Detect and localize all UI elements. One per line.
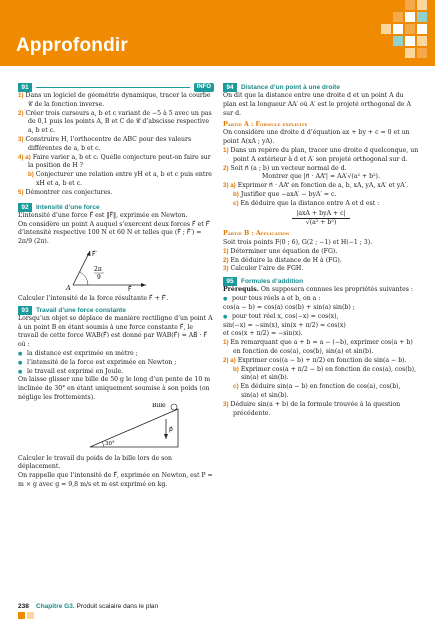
formula-numerator: |axA + byA + c| bbox=[292, 210, 349, 220]
question-text: Construire H, l’orthocentre de ABC pour des valeurs différentes de a, b et c. bbox=[25, 135, 192, 152]
vector-label: p⃗ bbox=[169, 425, 173, 433]
decorative-squares bbox=[345, 0, 435, 66]
list-item: ● pour tous réels a et b, on a : bbox=[223, 295, 419, 304]
page-footer bbox=[0, 600, 435, 619]
question-text: Soit n⃗ (a ; b) un vecteur normal de d. bbox=[230, 164, 347, 172]
question-text: En déduire la distance de H à (FG). bbox=[230, 256, 342, 264]
question-text: Démontrer ces conjectures. bbox=[25, 188, 113, 196]
list-item: ● le travail est exprimé en Joule. bbox=[18, 368, 214, 377]
exercise-number: 92 bbox=[18, 203, 32, 212]
footer-square bbox=[18, 612, 25, 619]
page-title: Approfondir bbox=[16, 35, 128, 56]
paragraph: On considère un point A auquel s’exercent deux forces F⃗ et F⃗′ d’intensité respective 100 N et 60 N et telles que (F⃗ ; F⃗′) = 2π/9 (2π). bbox=[18, 220, 211, 246]
exercise-number: 94 bbox=[223, 83, 237, 92]
question-text: Exprimer cos(a + π/2 − b) en fonction de cos(a), cos(b), sin(a) et sin(b). bbox=[240, 365, 417, 382]
question-text: Calculer l’aire de FGH. bbox=[230, 265, 304, 273]
question-text: Justifier que −axA′ − byA′ = c. bbox=[240, 190, 337, 198]
paragraph: On supposera connues les propriétés suivantes : bbox=[260, 286, 414, 294]
part-heading: Partie A : Formule explicite bbox=[223, 120, 308, 128]
question-text: Déduire sin(a + b) de la formule trouvée à la question précédente. bbox=[230, 400, 401, 417]
exercise-title: Distance d’un point à une droite bbox=[241, 84, 340, 91]
info-badge: INFO bbox=[194, 83, 214, 92]
question-text: Exprimer cos((a − b) + π/2) en fonction de sin(a − b). bbox=[237, 356, 407, 364]
formula: cos(a − b) = cos(a) cos(b) + sin(a) sin(b) ; bbox=[223, 303, 355, 311]
footer-square bbox=[27, 612, 34, 619]
header-banner bbox=[0, 0, 435, 66]
vector-label: F⃗ bbox=[128, 285, 132, 291]
exercise-92-header bbox=[18, 203, 214, 212]
exercise-number: 93 bbox=[18, 306, 32, 315]
exercise-title: Travail d’une force constante bbox=[36, 306, 126, 314]
angle-label: 2π bbox=[94, 265, 102, 273]
paragraph: On rappelle que l’intensité de F⃗, exprimée en Newton, est P = m × g avec g ≈ 9,8 m/s et m est exprimé en kg. bbox=[18, 472, 213, 488]
right-column: 94 Distance d’un point à une droite On dit que la distance entre une droite d et un point A du plan est la longueur AA′ où A′ est le projeté orthogonal de A sur d. Partie A : Formule explicite On considère une droite d d’équation ax + by + c = 0 et un point A(xA ; yA). 1) Dans un repère du plan, tracer une droite d quelconque, un point A extérieur à d et A′ son projeté orthogonal sur d. 2) Soit n⃗ (a ; b) un vecteur normal de d. Montrer que |n⃗ · AA′⃗| = AA′√(a² + b²). 3) a) Exprimer n⃗ · AA′⃗ en fonction de a, b, xA, yA, xA′ et yA′. b) Justifier que −axA′ − byA′ = c. c) En déduire que la distance entre A et d est : |axA + byA + c| √(a² + b²) Partie B : Application Soit trois points F(0 ; 6), G(2 ; −1) et H(−1 ; 3). 1) Déterminer une équation de (FG). 2) En déduire la distance de H à (FG). 3) Calculer l’aire de FGH. 95 Formules d’addition Prérequis. On supposera connues les propriétés suivantes : ● pour tous réels a et b, on a : cos(a − b) = cos(a) cos(b) + sin(a) sin(b) ; ● pour tout réel x, cos(−x) = cos(x), sin(−x) = −sin(x), sin(x + π/2) = cos(x) et cos(x + π/2) = −sin(x). 1) En remarquant que a + b = a − (−b), exprimer cos(a + b) en fonction de cos(a), cos(b), sin(a) et sin(b). 2) a) Exprimer cos((a − b) + π/2) en fonction de sin(a − b). b) Exprimer cos(a + π/2 − b) en fonction de cos(a), cos(b), sin(a) et sin(b). c) En déduire sin(a − b) en fonction de cos(a), cos(b), sin(a) et sin(b). 3) Déduire sin(a + b) de la formule trouvée à la question précédente. bbox=[223, 80, 419, 418]
formula: Montrer que |n⃗ · AA′⃗| = AA′√(a² + b²). bbox=[262, 173, 380, 181]
prerequisite-label: Prérequis. bbox=[223, 286, 259, 294]
force-diagram bbox=[18, 247, 214, 291]
exercise-number: 91 bbox=[18, 83, 32, 92]
question-text: En déduire que la distance entre A et d est : bbox=[240, 199, 380, 207]
question-text: Dans un repère du plan, tracer une droite d quelconque, un point A extérieur à d et A′ son projeté orthogonal sur d. bbox=[230, 147, 419, 163]
exercise-93-header bbox=[18, 306, 214, 315]
paragraph: L’intensité d’une force F⃗ est ‖F⃗‖, exprimée en Newton. bbox=[18, 211, 188, 219]
exercise-94-header bbox=[223, 83, 419, 92]
question-text: Faire varier a, b et c. Quelle conjecture peut-on faire sur la position de H ? bbox=[28, 153, 211, 170]
exercise-number: 95 bbox=[223, 277, 237, 286]
question-text: Déterminer une équation de (FG). bbox=[230, 247, 338, 255]
question-text: Exprimer n⃗ · AA′⃗ en fonction de a, b, xA, yA, xA′ et yA′. bbox=[237, 182, 409, 190]
part-heading: Partie B : Application bbox=[223, 230, 290, 238]
list-item: ● l’intensité de la force est exprimée en Newton ; bbox=[18, 359, 214, 368]
angle-label-den: 9 bbox=[97, 273, 101, 281]
formula-denominator: √(a² + b²) bbox=[305, 219, 337, 227]
question-text: Créer trois curseurs a, b et c variant de −5 à 5 avec un pas de 0,1 puis les points A, B et C de 𝒞 d’abscisse respective a, b et c. bbox=[25, 109, 212, 135]
distance-formula bbox=[223, 210, 419, 229]
paragraph: Soit trois points F(0 ; 6), G(2 ; −1) et H(−1 ; 3). bbox=[223, 238, 373, 246]
paragraph: On laisse glisser une bille de 50 g le long d’un pente de 10 m inclinée de 30° en étant uniquement soumise à son poids (on néglige les frottements). bbox=[18, 376, 211, 401]
formula: et cos(x + π/2) = −sin(x). bbox=[223, 330, 303, 338]
question-text: En déduire sin(a − b) en fonction de cos(a), cos(b), sin(a) et sin(b). bbox=[240, 383, 401, 399]
angle-label: 30° bbox=[105, 440, 115, 447]
paragraph: On dit que la distance entre une droite d et un point A du plan est la longueur AA′ où A′ est le projeté orthogonal de A sur d. bbox=[223, 92, 412, 117]
exercise-title: Formules d’addition bbox=[241, 278, 304, 286]
formula: sin(−x) = −sin(x), sin(x + π/2) = cos(x) bbox=[223, 321, 346, 329]
paragraph: Lorsqu’un objet se déplace de manière rectiligne d’un point A à un point B en étant soumis à une force constante F⃗, le travail de cette force WAB(F⃗) est donné par WAB(F⃗) = AB⃗ · F⃗ où : bbox=[18, 314, 213, 349]
page-number: 238 bbox=[18, 603, 29, 610]
paragraph: Calculer le travail du poids de la bille lors de son déplacement. bbox=[18, 454, 172, 471]
question-text: Conjecturer une relation entre yH et a, b et c puis entre xH et a, b et c. bbox=[35, 171, 212, 187]
ball-label: Bille bbox=[152, 402, 166, 409]
exercise-91-body: 1) Dans un logiciel de géométrie dynamique, tracer la courbe 𝒞 de la fonction inverse. 2) Créer trois curseurs a, b et c variant de −5 à 5 avec un pas de 0,1 puis les points A, B et C de 𝒞 d’abscisse respective a, b et c. 3) Construire H, l’orthocentre de ABC pour des valeurs différentes de a, b et c. 4) a) Faire varier a, b et c. Quelle conjecture peut-on faire sur la position de H ? b) Conjecturer une relation entre yH et a, b et c puis entre xH et a, b et c. 5) Démontrer ces conjectures. bbox=[18, 92, 212, 196]
exercise-91-header bbox=[18, 83, 214, 92]
paragraph: On considère une droite d d’équation ax + by + c = 0 et un point A(xA ; yA). bbox=[223, 129, 410, 146]
left-column bbox=[18, 80, 214, 490]
exercise-title: Intensité d’une force bbox=[36, 203, 100, 211]
slope-diagram bbox=[18, 403, 214, 451]
exercise-95-header bbox=[223, 277, 419, 286]
list-item: ● la distance est exprimée en mètre ; bbox=[18, 350, 214, 359]
question-text: Dans un logiciel de géométrie dynamique, tracer la courbe 𝒞 de la fonction inverse. bbox=[25, 92, 211, 108]
list-item: ● pour tout réel x, cos(−x) = cos(x), bbox=[223, 313, 419, 322]
chapter-label: Chapitre G3. Produit scalaire dans le plan bbox=[36, 603, 159, 610]
vector-label: F⃗′ bbox=[92, 250, 97, 258]
question-text: En remarquant que a + b = a − (−b), exprimer cos(a + b) en fonction de cos(a), cos(b), sin(a) et sin(b). bbox=[230, 339, 413, 355]
point-label-A: A bbox=[66, 283, 71, 291]
paragraph: Calculer l’intensité de la force résultante F⃗ + F⃗′. bbox=[18, 294, 169, 302]
